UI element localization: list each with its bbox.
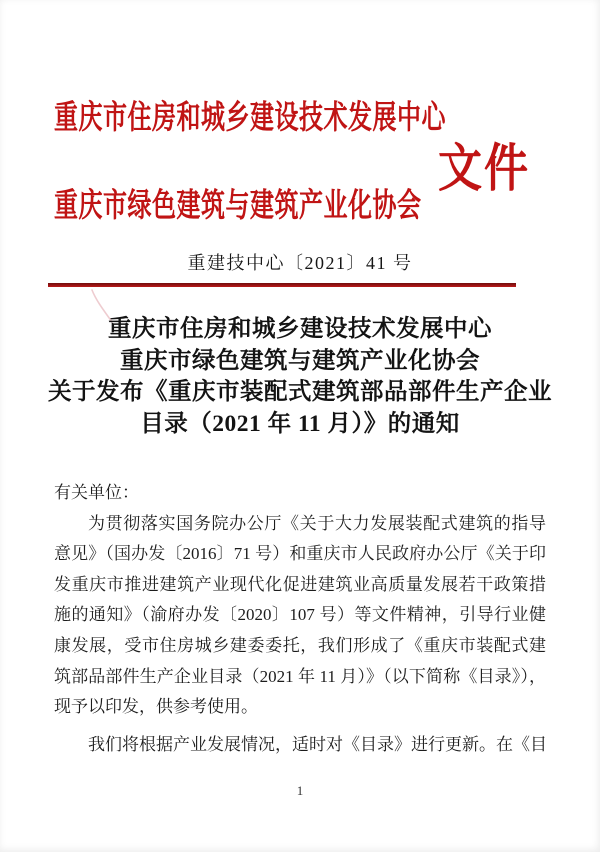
title-line-3: 关于发布《重庆市装配式建筑部品部件生产企业 <box>48 379 552 405</box>
notice-title <box>0 314 600 440</box>
letterhead-org-secondary <box>54 178 422 224</box>
body-paragraph-2: 我们将根据产业发展情况，适时对《目录》进行更新。在《目 <box>88 734 547 754</box>
body-paragraph-1: 为贯彻落实国务院办公厅《关于大力发展装配式建筑的指导意见》（国办发〔2016〕71 号）和重庆市人民政府办公厅《关于印发重庆市推进建筑产业现代化促进建筑业高质量发展若干政策措施的通知》（渝府办发〔2020〕107 号）等文件精神，引导行业健康发展，受市住房城乡建委委托，我们形成了《重庆市装配式建筑部品部件生产企业目录（2021 年 11 月）》（以下简称《目录》），现予以印发，供参考使用。 <box>54 513 546 717</box>
red-separator-line <box>48 283 516 287</box>
letterhead-document-word-text: 文件 <box>438 140 530 198</box>
salutation: 有关单位： <box>54 483 139 502</box>
title-line-2: 重庆市绿色建筑与建筑产业化协会 <box>120 347 480 374</box>
notice-body <box>54 478 546 760</box>
page-number: 1 <box>296 783 304 798</box>
document-number: 重建技中心〔2021〕41 号 <box>187 253 413 273</box>
letterhead-org-primary <box>54 90 446 136</box>
letterhead-org-primary-text: 重庆市住房和城乡建设技术发展中心 <box>54 100 446 136</box>
title-line-1: 重庆市住房和城乡建设技术发展中心 <box>108 316 492 342</box>
letterhead-org-secondary-text: 重庆市绿色建筑与建筑产业化协会 <box>54 188 422 224</box>
title-line-4: 目录（2021 年 11 月）》的通知 <box>140 410 460 437</box>
letterhead-document-word <box>438 126 530 198</box>
